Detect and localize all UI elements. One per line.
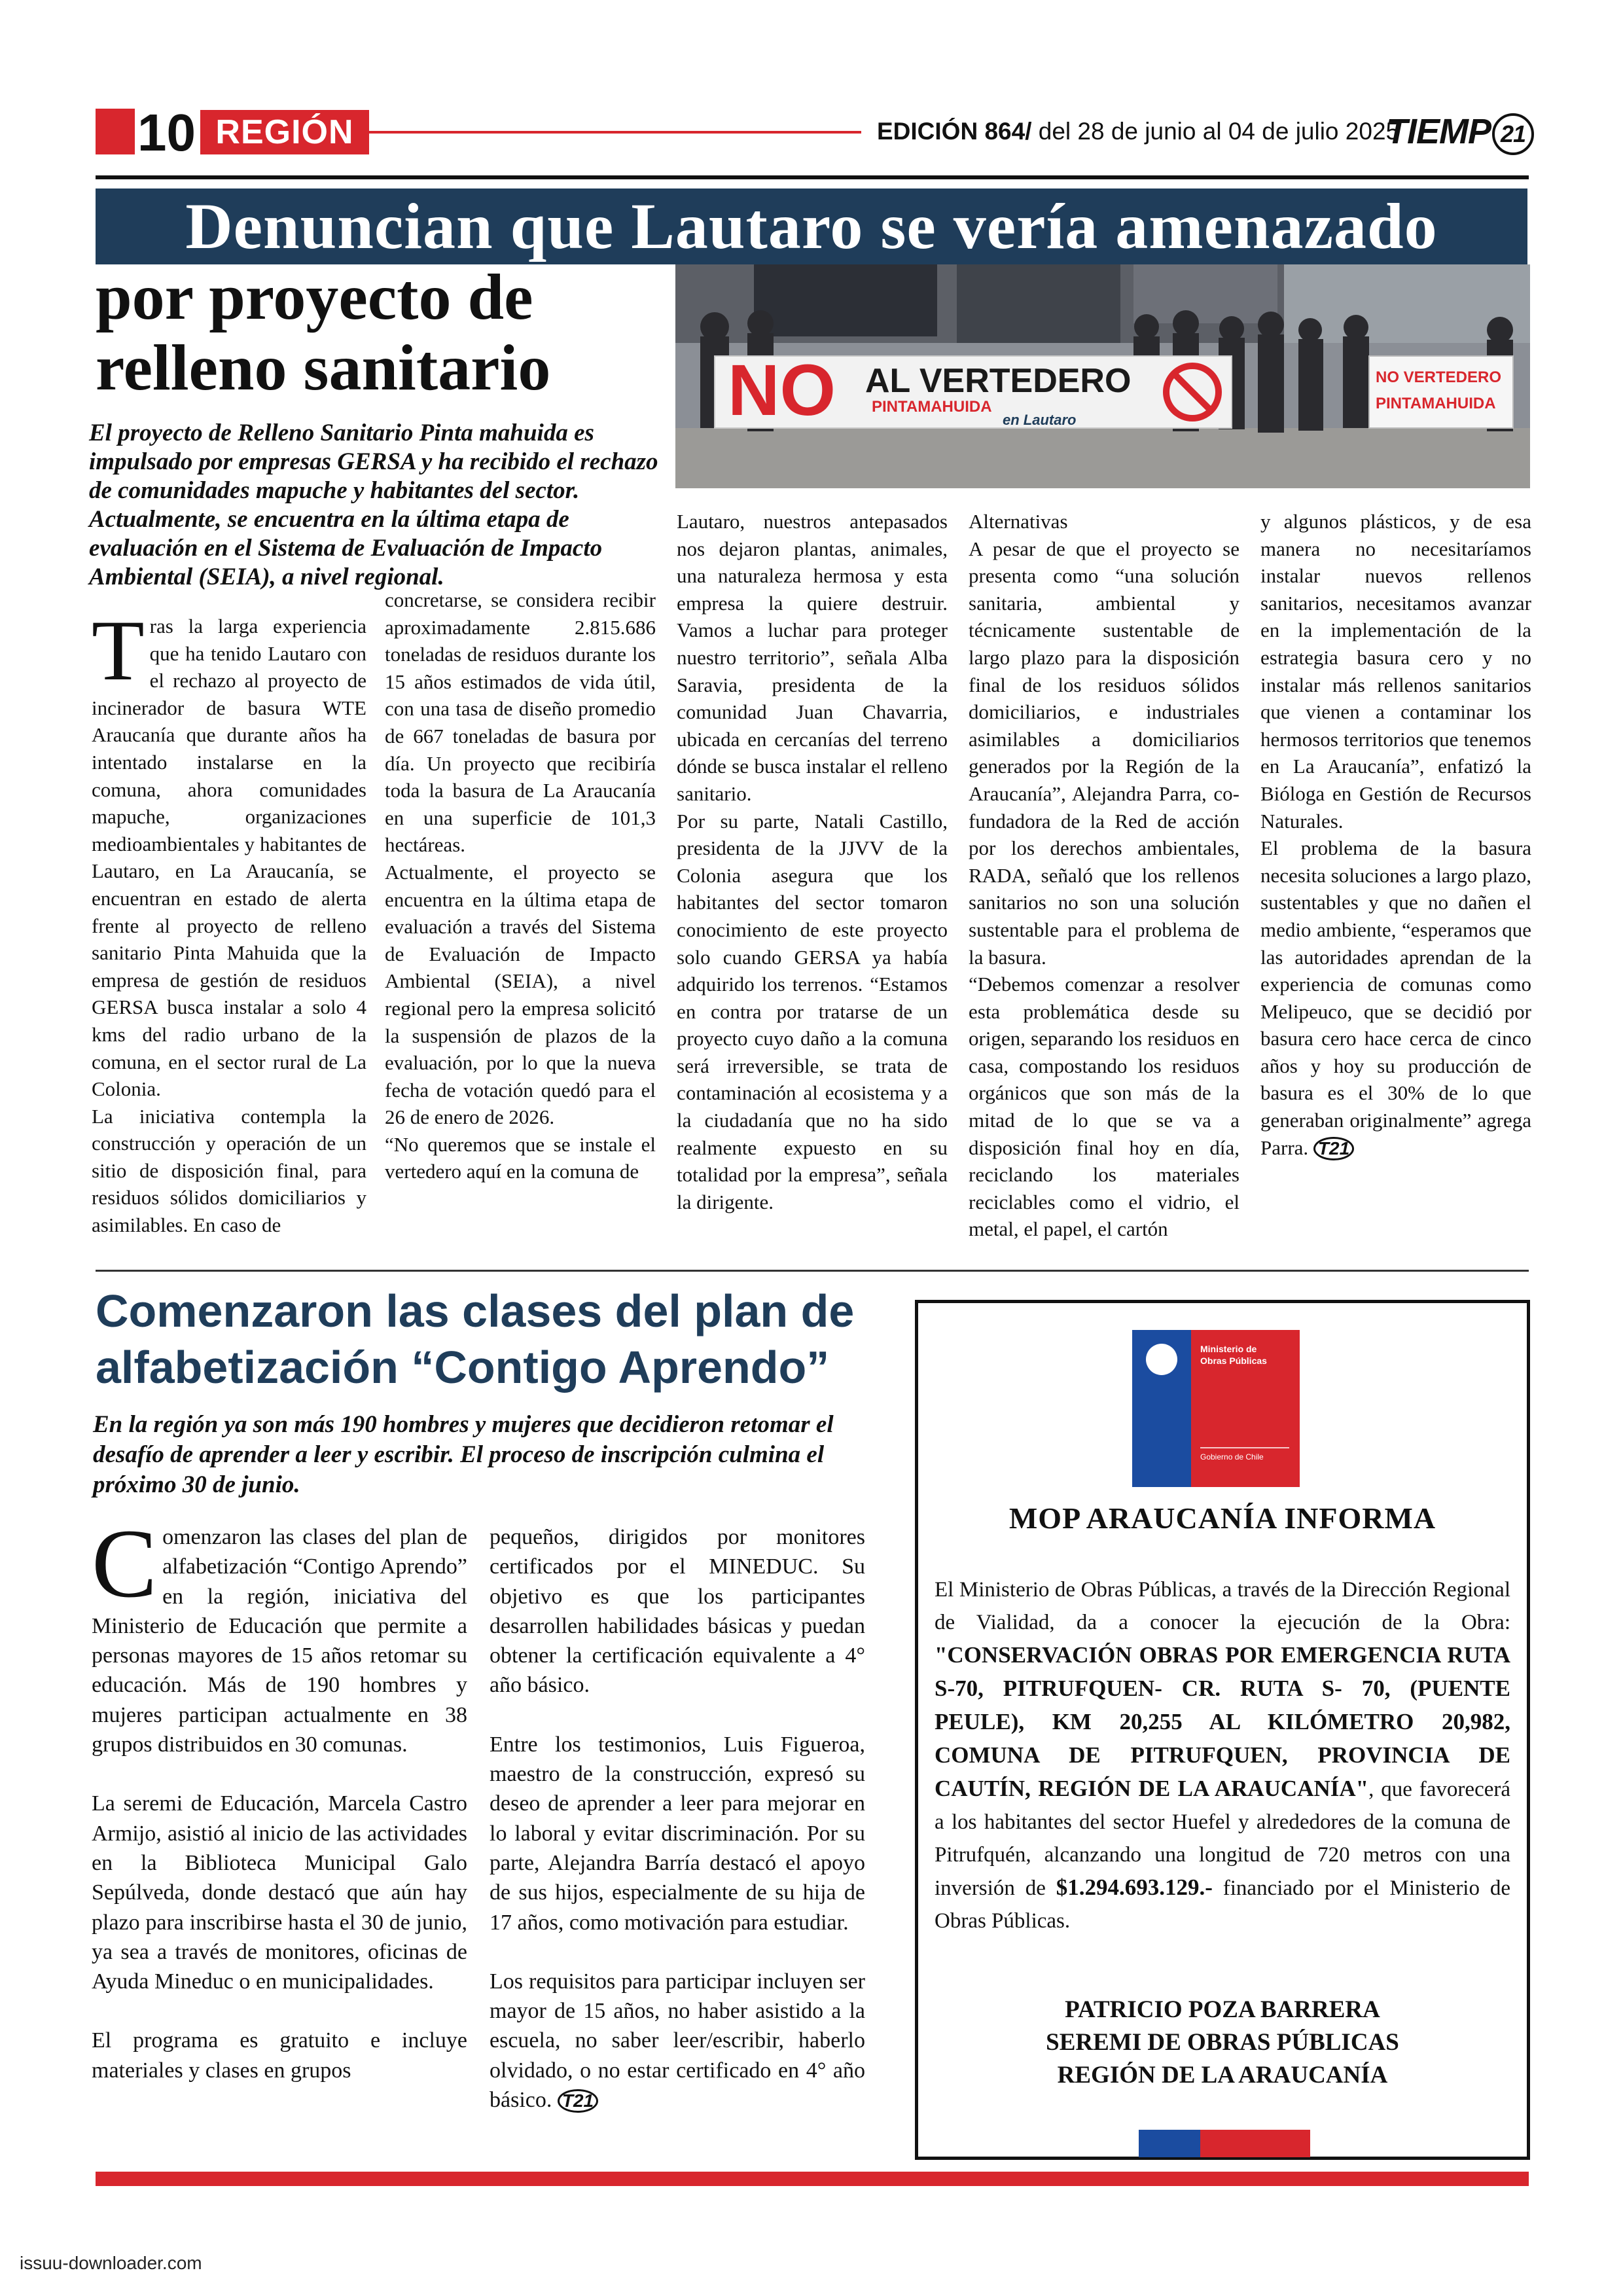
article1-column-1 xyxy=(92,602,366,1239)
article2-col1-p1: omenzaron las clases del plan de alfabetización “Contigo Aprendo” en la región, iniciativa del Ministerio de Educación que permite a personas mayores de 15 años retomar su educación. Más de 190 hombres y mujeres participan actualmente en 38 grupos distribuidos en 30 comunas. xyxy=(92,1525,467,1757)
article1-column-4 xyxy=(969,508,1240,1243)
section-divider xyxy=(96,1270,1529,1272)
notice-intro: El Ministerio de Obras Públicas, a través de la Dirección Regional de Vialidad, da a conocer la ejecución de la Obra: xyxy=(935,1578,1510,1634)
article1-title-bar: Denuncian que Lautaro se vería amenazado xyxy=(96,188,1527,264)
brand-logo xyxy=(1386,110,1534,155)
article2-column-1 xyxy=(92,1509,467,2115)
article1-col5-p1: y algunos plásticos, y de esa manera no necesitaríamos instalar nuevos rellenos sanitarios, necesitamos avanzar en la implementación de la estrategia basura cero y no instalar más rellenos sanitarios que vienen a contaminar los hermosos territorios que tenemos en La Araucanía”, enfatizó la Bióloga en Gestión de Recursos Naturales. xyxy=(1260,510,1531,833)
end-mark-icon: T21 xyxy=(558,2089,598,2113)
article2-col1-p3: El programa es gratuito e incluye materiales y clases en grupos xyxy=(92,2028,467,2083)
notice-end: financiado por el Ministerio de Obras Públicas. xyxy=(935,1876,1511,1933)
end-mark-icon: T21 xyxy=(1313,1137,1354,1160)
article1-col4-p2: “Debemos comenzar a resolver esta problemática desde su origen, separando los residuos en casa, compostando los residuos orgánicos que son más de la mitad de lo que se va a disposición final hoy en día, reciclando los materiales reciclables como el vidrio, el metal, el papel, el cartón xyxy=(969,973,1240,1241)
notice-amount: $1.294.693.129.- xyxy=(1056,1874,1213,1900)
notice-stripe-blue xyxy=(1139,2130,1200,2157)
article1-title-line3: relleno sanitario xyxy=(96,331,551,404)
banner-sub-text: PINTAMAHUIDA xyxy=(872,398,992,416)
article1-column-5 xyxy=(1260,508,1531,1161)
logo-text-1: Ministerio de xyxy=(1200,1344,1257,1354)
article1-subheading: Alternativas xyxy=(969,510,1068,533)
article2-column-2 xyxy=(490,1522,865,2144)
bottom-rule xyxy=(96,2172,1529,2186)
article1-col4-p1: A pesar de que el proyecto se presenta como “una solución sanitaria, ambiental y técnicamente sustentable de largo plazo para la disposición final de los residuos sólidos domiciliarios, e industriales asimilables a domiciliarios generados por la Región de la Araucanía”, Alejandra Parra, co-fundadora de la Red de acción por los derechos ambientales, RADA, señaló que los rellenos sanitarios no son una solución sustentable para el problema de la basura. xyxy=(969,537,1240,969)
header-rule xyxy=(369,131,861,134)
sign-small-text-1: NO VERTEDERO xyxy=(1376,368,1502,386)
article1-col2-p1: concretarse, se considera recibir aproximadamente 2.815.686 toneladas de residuos durante los 15 años estimados de vida útil, con una tasa de diseño promedio de 667 toneladas de basura por día. Un proyecto que recibiría toda la basura de La Araucanía en una superficie de 101,3 hectáreas. xyxy=(385,588,656,857)
article2-dropcap: C xyxy=(92,1509,158,1618)
article1-title-continued xyxy=(96,262,685,403)
logo-text-2: Obras Públicas xyxy=(1200,1355,1267,1366)
page-number: 10 xyxy=(137,103,196,162)
edition-number: EDICIÓN 864/ xyxy=(877,118,1032,145)
article1-column-3 xyxy=(677,508,948,1215)
top-rule xyxy=(96,175,1529,179)
notice-project-name: "CONSERVACIÓN OBRAS POR EMERGENCIA RUTA S-70, PITRUFQUEN- CR. RUTA S- 70, (PUENTE PEULE), KM 20,255 AL KILÓMETRO 20,982, COMUNA DE PITRUFQUEN, PROVINCIA DE CAUTÍN, REGIÓN DE LA ARAUCANÍA" xyxy=(935,1642,1510,1801)
banner-no-text: NO xyxy=(728,350,836,431)
article1-col1-p2: La iniciativa contempla la construcción y operación de un sitio de disposición final, para residuos sólidos domiciliarios y asimilables. En caso de xyxy=(92,1104,366,1237)
article1-col1-p1: ras la larga experiencia que ha tenido Lautaro con el rechazo al proyecto de incinerador de basura WTE Araucanía que durante años ha intentado instalarse en la comuna, ahora comunidades mapuche, organizaciones medioambientales y habitantes de Lautaro, en La Araucanía, se encuentran en estado de alerta frente al proyecto de relleno sanitario Pinta Mahuida que la empresa de gestión de residuos GERSA busca instalar a solo 4 kms del radio urbano de la comuna, en el sector rural de La Colonia. xyxy=(92,615,366,1101)
section-label: REGIÓN xyxy=(200,110,369,154)
article2-col2-p2: Entre los testimonios, Luis Figueroa, maestro de la construcción, expresó su deseo de aprender a leer para mejorar en lo laboral y evitar discriminación. Por su parte, Alejandra Barría destacó el apoyo de sus hijos, especialmente de su hija de 17 años, como motivación para estudiar. xyxy=(490,1732,865,1935)
notice-mid: , que favorecerá a los habitantes del sector Huefel y alrededores de la comuna de Pitrufquén, alcanzando una longitud de 720 metros con una inversión de xyxy=(935,1778,1511,1900)
source-watermark: issuu-downloader.com xyxy=(20,2253,202,2273)
article1-lead: El proyecto de Relleno Sanitario Pinta mahuida es impulsado por empresas GERSA y ha recibido el rechazo de comunidades mapuche y habitantes del sector. Actualmente, se encuentra en la última etapa de evaluación en el Sistema de Evaluación de Impacto Ambiental (SEIA), a nivel regional. xyxy=(89,420,658,590)
article2-col2-p3: Los requisitos para participar incluyen ser mayor de 15 años, no haber asistido a la escuela, no saber leer/escribir, haberlo olvidado, o no estar certificado en 4° año básico. xyxy=(490,1969,865,2113)
signature-region: REGIÓN DE LA ARAUCANÍA xyxy=(1057,2062,1388,2089)
signature-name: PATRICIO POZA BARRERA xyxy=(1065,1996,1380,2023)
article1-col3-p1: Lautaro, nuestros antepasados nos dejaron plantas, animales, una naturaleza hermosa y esta empresa la quiere destruir. Vamos a luchar para proteger nuestro territorio”, señala Alba Saravia, presidenta de la comunidad Juan Chavarria, ubicada en cercanías del terreno dónde se busca instalar el relleno sanitario. xyxy=(677,510,948,805)
notice-body xyxy=(935,1573,1510,1937)
article1-col5-p2: El problema de la basura necesita soluciones a largo plazo, sustentables y que no dañen el medio ambiente, “esperamos que las autoridades aprendan de la experiencia de comunas como Melipeuco, que se decidió por basura cero hace cerca de cinco años y hoy su producción de basura es el 30% de lo que generaban originalmente” agrega Parra. xyxy=(1260,836,1531,1159)
banner-main-text: AL VERTEDERO xyxy=(865,362,1132,400)
article2-title xyxy=(96,1283,894,1395)
article1-dropcap: T xyxy=(92,602,145,698)
page-number-marker xyxy=(96,109,135,154)
brand-badge: 21 xyxy=(1492,113,1534,155)
article1-col3-p2: Por su parte, Natali Castillo, presidenta de la JJVV de la Colonia asegura que los habitantes del sector tomaron conocimiento de este proyecto solo cuando GERSA ya había adquirido los terrenos. “Estamos en contra por tratarse de un proyecto cuyo daño a la comuna será irreversible, se trata de contaminación al ecosistema y a la ciudadanía que no ha sido realmente expuesto en su totalidad por la empresa”, señala la dirigente. xyxy=(677,809,948,1213)
protest-photo xyxy=(675,264,1530,488)
article2-col1-p2: La seremi de Educación, Marcela Castro Armijo, asistió al inicio de las actividades en la Biblioteca Municipal Galo Sepúlveda, donde destacó que aún hay plazo para inscribirse hasta el 30 de junio, ya sea a través de monitores, oficinas de Ayuda Mineduc o en municipalidades. xyxy=(92,1791,467,1994)
article1-title-line2: por proyecto de xyxy=(96,260,533,333)
article1-column-2 xyxy=(385,586,656,1185)
notice-signature xyxy=(915,1994,1530,2092)
article1-col2-p3: “No queremos que se instale el vertedero aquí en la comuna de xyxy=(385,1132,656,1183)
article2-title-line2: alfabetización “Contigo Aprendo” xyxy=(96,1342,830,1393)
brand-text: TIEMP xyxy=(1386,112,1491,151)
banner-sub2-text: en Lautaro xyxy=(1003,412,1077,428)
edition-info xyxy=(877,115,1399,148)
article2-lead: En la región ya son más 190 hombres y mujeres que decidieron retomar el desafío de aprender a leer y escribir. El proceso de inscripción culmina el próximo 30 de junio. xyxy=(93,1411,834,1498)
sign-small-text-2: PINTAMAHUIDA xyxy=(1376,395,1496,412)
signature-role: SEREMI DE OBRAS PÚBLICAS xyxy=(1046,2029,1399,2056)
notice-title: MOP ARAUCANÍA INFORMA xyxy=(1008,1501,1436,1535)
notice-stripe-red xyxy=(1200,2130,1310,2157)
article2-col2-p1: pequeños, dirigidos por monitores certificados por el MINEDUC. Su objetivo es que los participantes desarrollen habilidades básicas y puedan obtener la certificación equivalente a 4° año básico. xyxy=(490,1525,865,1698)
edition-dates: del 28 de junio al 04 de julio 2025 xyxy=(1031,118,1400,145)
article1-col2-p2: Actualmente, el proyecto se encuentra en la última etapa de evaluación a través del Sistema de Evaluación de Impacto Ambiental (SEIA), a nivel regional pero la empresa solicitó la suspensión de plazos de la evaluación, por lo que la nueva fecha de votación quedó para el 26 de enero de 2026. xyxy=(385,860,656,1129)
article2-title-line1: Comenzaron las clases del plan de xyxy=(96,1285,855,1336)
mop-government-logo xyxy=(1132,1330,1300,1487)
logo-text-3: Gobierno de Chile xyxy=(1200,1452,1264,1462)
